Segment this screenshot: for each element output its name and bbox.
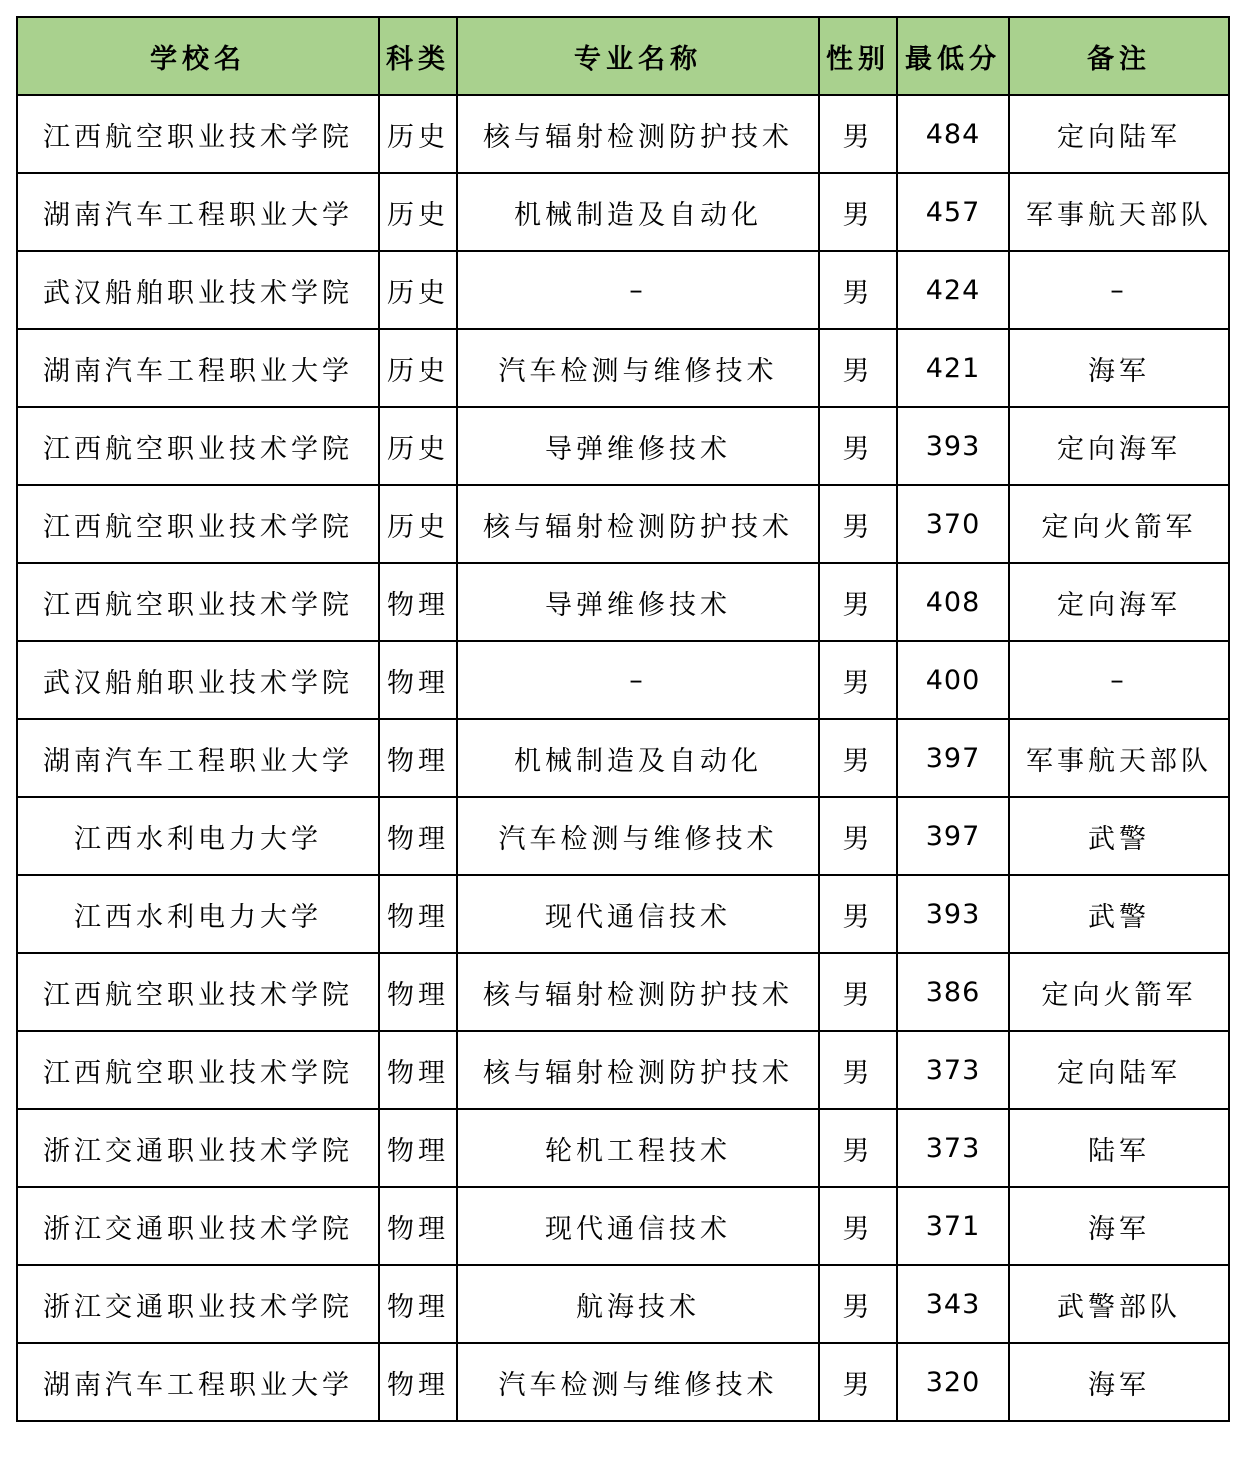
table-row	[17, 329, 1229, 407]
major-name-cell: 导弹维修技术	[457, 563, 819, 641]
gender-cell: 男	[819, 1187, 897, 1265]
table-header	[17, 17, 1229, 95]
school-name-cell: 浙江交通职业技术学院	[17, 1187, 379, 1265]
school-name-cell: 江西航空职业技术学院	[17, 1031, 379, 1109]
remarks-cell: 定向火箭军	[1009, 953, 1229, 1031]
min-score-cell: 484	[897, 95, 1009, 173]
min-score-cell: 397	[897, 719, 1009, 797]
table-row	[17, 407, 1229, 485]
remarks-cell: 军事航天部队	[1009, 719, 1229, 797]
remarks-cell: 定向火箭军	[1009, 485, 1229, 563]
gender-cell: 男	[819, 1109, 897, 1187]
subject-category-cell: 物理	[379, 953, 457, 1031]
header-min-score: 最低分	[897, 17, 1009, 95]
min-score-cell: 393	[897, 407, 1009, 485]
remarks-cell: 定向陆军	[1009, 95, 1229, 173]
remarks-cell: 武警部队	[1009, 1265, 1229, 1343]
gender-cell: 男	[819, 407, 897, 485]
school-name-cell: 江西航空职业技术学院	[17, 95, 379, 173]
table-row	[17, 1343, 1229, 1421]
major-name-cell: –	[457, 641, 819, 719]
subject-category-cell: 历史	[379, 95, 457, 173]
min-score-cell: 393	[897, 875, 1009, 953]
remarks-cell: 定向海军	[1009, 407, 1229, 485]
min-score-cell: 397	[897, 797, 1009, 875]
gender-cell: 男	[819, 953, 897, 1031]
gender-cell: 男	[819, 875, 897, 953]
subject-category-cell: 物理	[379, 719, 457, 797]
min-score-cell: 386	[897, 953, 1009, 1031]
school-name-cell: 江西水利电力大学	[17, 875, 379, 953]
remarks-cell: 海军	[1009, 329, 1229, 407]
gender-cell: 男	[819, 251, 897, 329]
table-row	[17, 1187, 1229, 1265]
major-name-cell: 航海技术	[457, 1265, 819, 1343]
table-row	[17, 95, 1229, 173]
school-name-cell: 湖南汽车工程职业大学	[17, 1343, 379, 1421]
min-score-cell: 320	[897, 1343, 1009, 1421]
subject-category-cell: 历史	[379, 173, 457, 251]
major-name-cell: 现代通信技术	[457, 1187, 819, 1265]
gender-cell: 男	[819, 641, 897, 719]
gender-cell: 男	[819, 329, 897, 407]
school-name-cell: 江西航空职业技术学院	[17, 407, 379, 485]
table-row	[17, 797, 1229, 875]
min-score-cell: 408	[897, 563, 1009, 641]
admission-score-table	[16, 16, 1230, 1422]
remarks-cell: 武警	[1009, 875, 1229, 953]
remarks-cell: 定向海军	[1009, 563, 1229, 641]
school-name-cell: 武汉船舶职业技术学院	[17, 641, 379, 719]
major-name-cell: 核与辐射检测防护技术	[457, 1031, 819, 1109]
school-name-cell: 浙江交通职业技术学院	[17, 1109, 379, 1187]
gender-cell: 男	[819, 173, 897, 251]
school-name-cell: 湖南汽车工程职业大学	[17, 719, 379, 797]
table-row	[17, 641, 1229, 719]
table-row	[17, 719, 1229, 797]
major-name-cell: 轮机工程技术	[457, 1109, 819, 1187]
subject-category-cell: 物理	[379, 641, 457, 719]
subject-category-cell: 物理	[379, 1109, 457, 1187]
table-row	[17, 1109, 1229, 1187]
table-row	[17, 1031, 1229, 1109]
gender-cell: 男	[819, 563, 897, 641]
header-remarks: 备注	[1009, 17, 1229, 95]
subject-category-cell: 物理	[379, 1187, 457, 1265]
table-row	[17, 875, 1229, 953]
header-row	[17, 17, 1229, 95]
min-score-cell: 373	[897, 1109, 1009, 1187]
school-name-cell: 江西水利电力大学	[17, 797, 379, 875]
school-name-cell: 浙江交通职业技术学院	[17, 1265, 379, 1343]
subject-category-cell: 物理	[379, 875, 457, 953]
gender-cell: 男	[819, 485, 897, 563]
major-name-cell: 核与辐射检测防护技术	[457, 953, 819, 1031]
subject-category-cell: 物理	[379, 1031, 457, 1109]
min-score-cell: 371	[897, 1187, 1009, 1265]
table-row	[17, 563, 1229, 641]
major-name-cell: 现代通信技术	[457, 875, 819, 953]
school-name-cell: 江西航空职业技术学院	[17, 563, 379, 641]
remarks-cell: 定向陆军	[1009, 1031, 1229, 1109]
school-name-cell: 江西航空职业技术学院	[17, 485, 379, 563]
table-row	[17, 251, 1229, 329]
header-school-name: 学校名	[17, 17, 379, 95]
remarks-cell: –	[1009, 251, 1229, 329]
min-score-cell: 343	[897, 1265, 1009, 1343]
major-name-cell: 核与辐射检测防护技术	[457, 95, 819, 173]
min-score-cell: 400	[897, 641, 1009, 719]
header-gender: 性别	[819, 17, 897, 95]
remarks-cell: 武警	[1009, 797, 1229, 875]
subject-category-cell: 物理	[379, 563, 457, 641]
gender-cell: 男	[819, 797, 897, 875]
min-score-cell: 373	[897, 1031, 1009, 1109]
table-row	[17, 173, 1229, 251]
remarks-cell: –	[1009, 641, 1229, 719]
subject-category-cell: 历史	[379, 485, 457, 563]
subject-category-cell: 历史	[379, 329, 457, 407]
gender-cell: 男	[819, 1343, 897, 1421]
remarks-cell: 海军	[1009, 1187, 1229, 1265]
table-body	[17, 95, 1229, 1421]
major-name-cell: 机械制造及自动化	[457, 173, 819, 251]
gender-cell: 男	[819, 719, 897, 797]
major-name-cell: 核与辐射检测防护技术	[457, 485, 819, 563]
gender-cell: 男	[819, 95, 897, 173]
subject-category-cell: 物理	[379, 1343, 457, 1421]
school-name-cell: 湖南汽车工程职业大学	[17, 329, 379, 407]
table-row	[17, 485, 1229, 563]
gender-cell: 男	[819, 1031, 897, 1109]
major-name-cell: 汽车检测与维修技术	[457, 1343, 819, 1421]
table-row	[17, 953, 1229, 1031]
min-score-cell: 457	[897, 173, 1009, 251]
subject-category-cell: 物理	[379, 1265, 457, 1343]
subject-category-cell: 历史	[379, 251, 457, 329]
school-name-cell: 江西航空职业技术学院	[17, 953, 379, 1031]
header-major-name: 专业名称	[457, 17, 819, 95]
major-name-cell: –	[457, 251, 819, 329]
table-row	[17, 1265, 1229, 1343]
subject-category-cell: 历史	[379, 407, 457, 485]
school-name-cell: 湖南汽车工程职业大学	[17, 173, 379, 251]
remarks-cell: 陆军	[1009, 1109, 1229, 1187]
header-subject-category: 科类	[379, 17, 457, 95]
major-name-cell: 汽车检测与维修技术	[457, 797, 819, 875]
remarks-cell: 军事航天部队	[1009, 173, 1229, 251]
school-name-cell: 武汉船舶职业技术学院	[17, 251, 379, 329]
subject-category-cell: 物理	[379, 797, 457, 875]
min-score-cell: 421	[897, 329, 1009, 407]
remarks-cell: 海军	[1009, 1343, 1229, 1421]
major-name-cell: 导弹维修技术	[457, 407, 819, 485]
min-score-cell: 370	[897, 485, 1009, 563]
gender-cell: 男	[819, 1265, 897, 1343]
major-name-cell: 机械制造及自动化	[457, 719, 819, 797]
major-name-cell: 汽车检测与维修技术	[457, 329, 819, 407]
min-score-cell: 424	[897, 251, 1009, 329]
